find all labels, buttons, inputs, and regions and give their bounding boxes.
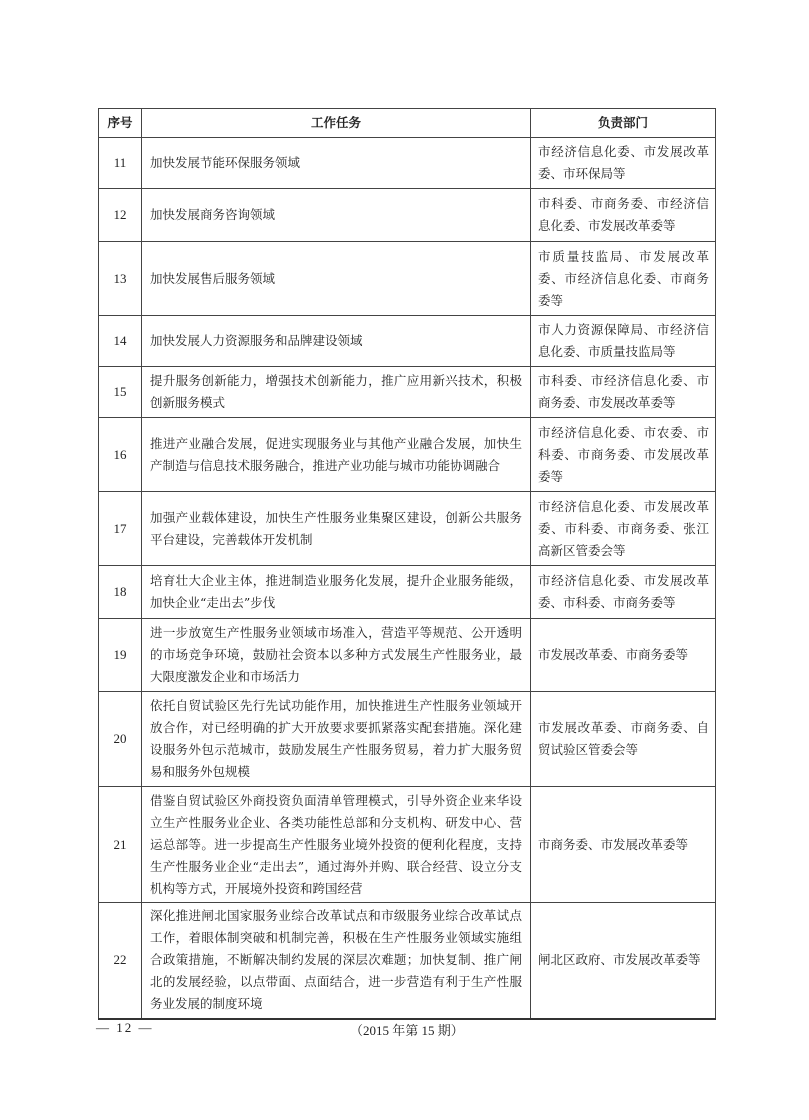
row-task: 加快发展售后服务领域: [142, 242, 531, 316]
header-num: 序号: [99, 109, 142, 138]
row-task: 培育壮大企业主体，推进制造业服务化发展，提升企业服务能级，加快企业“走出去”步伐: [142, 566, 531, 619]
row-num: 12: [99, 189, 142, 242]
table-row: [99, 787, 716, 903]
row-task: 借鉴自贸试验区外商投资负面清单管理模式，引导外资企业来华设立生产性服务业企业、各类功能性总部和分支机构、研发中心、营运总部等。进一步提高生产性服务业境外投资的便利化程度，支持生产性服务业企业“走出去”，通过海外并购、联合经营、设立分支机构等方式，开展境外投资和跨国经营: [142, 787, 531, 903]
row-task: 提升服务创新能力，增强技术创新能力，推广应用新兴技术，积极创新服务模式: [142, 367, 531, 418]
row-task: 加强产业载体建设，加快生产性服务业集聚区建设，创新公共服务平台建设，完善载体开发机制: [142, 492, 531, 566]
page-footer: [0, 1020, 809, 1044]
table-row: [99, 367, 716, 418]
task-table: [98, 108, 716, 1020]
issue-label: （2015 年第 15 期）: [350, 1023, 464, 1038]
table-row: [99, 903, 716, 1019]
row-task: 加快发展人力资源服务和品牌建设领域: [142, 316, 531, 367]
table-row: [99, 316, 716, 367]
row-num: 16: [99, 418, 142, 492]
row-num: 15: [99, 367, 142, 418]
row-task: 进一步放宽生产性服务业领域市场准入，营造平等规范、公开透明的市场竞争环境，鼓励社会资本以多种方式发展生产性服务业，最大限度激发企业和市场活力: [142, 619, 531, 692]
row-num: 21: [99, 787, 142, 903]
table-row: [99, 189, 716, 242]
row-num: 17: [99, 492, 142, 566]
row-dept: 市发展改革委、市商务委、自贸试验区管委会等: [531, 692, 716, 787]
table-row: [99, 566, 716, 619]
row-dept: 市质量技监局、市发展改革委、市经济信息化委、市商务委等: [531, 242, 716, 316]
row-task: 加快发展商务咨询领域: [142, 189, 531, 242]
table-header-row: [99, 109, 716, 138]
row-dept: 市经济信息化委、市发展改革委、市环保局等: [531, 138, 716, 189]
row-num: 22: [99, 903, 142, 1019]
row-task: 推进产业融合发展，促进实现服务业与其他产业融合发展，加快生产制造与信息技术服务融合，推进产业功能与城市功能协调融合: [142, 418, 531, 492]
row-dept: 市经济信息化委、市发展改革委、市科委、市商务委、张江高新区管委会等: [531, 492, 716, 566]
row-dept: 市经济信息化委、市发展改革委、市科委、市商务委等: [531, 566, 716, 619]
row-num: 20: [99, 692, 142, 787]
table-row: [99, 418, 716, 492]
row-dept: 市科委、市商务委、市经济信息化委、市发展改革委等: [531, 189, 716, 242]
row-num: 19: [99, 619, 142, 692]
row-dept: 市商务委、市发展改革委等: [531, 787, 716, 903]
row-dept: 市人力资源保障局、市经济信息化委、市质量技监局等: [531, 316, 716, 367]
table-row: [99, 242, 716, 316]
table-row: [99, 692, 716, 787]
row-task: 加快发展节能环保服务领域: [142, 138, 531, 189]
row-task: 深化推进闸北国家服务业综合改革试点和市级服务业综合改革试点工作，着眼体制突破和机制完善，积极在生产性服务业领域实施组合政策措施，不断解决制约发展的深层次难题；加快复制、推广闸北的发展经验，以点带面、点面结合，进一步营造有利于生产性服务业发展的制度环境: [142, 903, 531, 1019]
header-dept: 负责部门: [531, 109, 716, 138]
row-num: 18: [99, 566, 142, 619]
row-dept: 市科委、市经济信息化委、市商务委、市发展改革委等: [531, 367, 716, 418]
page-number: — 12 —: [96, 1020, 154, 1035]
row-num: 14: [99, 316, 142, 367]
row-dept: 市发展改革委、市商务委等: [531, 619, 716, 692]
table-row: [99, 138, 716, 189]
row-num: 11: [99, 138, 142, 189]
row-num: 13: [99, 242, 142, 316]
row-dept: 市经济信息化委、市农委、市科委、市商务委、市发展改革委等: [531, 418, 716, 492]
header-task: 工作任务: [142, 109, 531, 138]
row-task: 依托自贸试验区先行先试功能作用，加快推进生产性服务业领域开放合作，对已经明确的扩大开放要求要抓紧落实配套措施。深化建设服务外包示范城市，鼓励发展生产性服务贸易，着力扩大服务贸易和服务外包规模: [142, 692, 531, 787]
row-dept: 闸北区政府、市发展改革委等: [531, 903, 716, 1019]
table-row: [99, 492, 716, 566]
table-row: [99, 619, 716, 692]
